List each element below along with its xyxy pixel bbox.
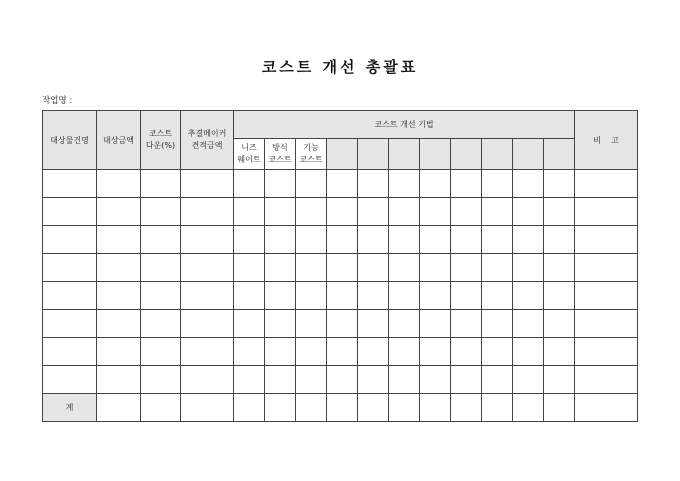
table-cell[interactable] [327, 282, 358, 310]
table-cell[interactable] [358, 198, 389, 226]
table-cell[interactable] [482, 282, 513, 310]
header-target-name: 대상물건명 [43, 111, 97, 170]
table-cell[interactable] [234, 198, 265, 226]
table-cell[interactable] [451, 170, 482, 198]
table-cell[interactable] [327, 170, 358, 198]
table-row [43, 338, 638, 366]
table-cell[interactable] [358, 310, 389, 338]
table-cell[interactable] [43, 198, 97, 226]
header-method-blank [389, 139, 420, 170]
table-cell[interactable] [358, 170, 389, 198]
table-cell[interactable] [97, 282, 141, 310]
table-row [43, 366, 638, 394]
table-cell[interactable] [420, 366, 451, 394]
table-cell[interactable] [575, 366, 638, 394]
table-cell[interactable] [181, 226, 234, 254]
total-cell[interactable] [389, 394, 420, 422]
table-cell[interactable] [420, 254, 451, 282]
total-cell[interactable] [513, 394, 544, 422]
table-cell[interactable] [389, 310, 420, 338]
table-cell[interactable] [451, 226, 482, 254]
cost-summary-table [42, 110, 638, 422]
table-row [43, 310, 638, 338]
table-cell[interactable] [296, 198, 327, 226]
table-cell[interactable] [513, 226, 544, 254]
table-cell[interactable] [265, 170, 296, 198]
table-cell[interactable] [544, 338, 575, 366]
table-cell[interactable] [327, 366, 358, 394]
table-cell[interactable] [482, 254, 513, 282]
table-cell[interactable] [389, 366, 420, 394]
page-title: 코스트 개선 총괄표 [261, 58, 419, 76]
table-cell[interactable] [43, 226, 97, 254]
total-cell[interactable] [265, 394, 296, 422]
table-cell[interactable] [482, 226, 513, 254]
total-cell[interactable] [296, 394, 327, 422]
table-cell[interactable] [97, 198, 141, 226]
header-method-blank [544, 139, 575, 170]
table-cell[interactable] [358, 254, 389, 282]
table-cell[interactable] [513, 254, 544, 282]
table-cell[interactable] [141, 282, 181, 310]
table-cell[interactable] [575, 226, 638, 254]
table-cell[interactable] [43, 170, 97, 198]
table-cell[interactable] [420, 198, 451, 226]
table-cell[interactable] [181, 282, 234, 310]
table-cell[interactable] [265, 226, 296, 254]
header-cost-down-line1: 코스트 [148, 129, 173, 138]
table-cell[interactable] [513, 310, 544, 338]
table-row [43, 198, 638, 226]
table-cell[interactable] [482, 366, 513, 394]
table-cell[interactable] [265, 338, 296, 366]
table-cell[interactable] [451, 198, 482, 226]
table-cell[interactable] [451, 254, 482, 282]
table-cell[interactable] [43, 282, 97, 310]
header-method-blank [513, 139, 544, 170]
table-cell[interactable] [544, 366, 575, 394]
table-cell[interactable] [451, 310, 482, 338]
table-cell[interactable] [43, 310, 97, 338]
table-row [43, 170, 638, 198]
table-cell[interactable] [265, 366, 296, 394]
method2-line2: 코스트 [268, 155, 292, 164]
table-cell[interactable] [575, 198, 638, 226]
header-method-approach-cost [265, 139, 296, 170]
table-cell[interactable] [544, 198, 575, 226]
table-cell[interactable] [141, 170, 181, 198]
table-cell[interactable] [97, 226, 141, 254]
table-cell[interactable] [296, 226, 327, 254]
total-row [43, 394, 638, 422]
method1-line1: 니즈 [241, 143, 257, 152]
table-cell[interactable] [544, 226, 575, 254]
table-cell[interactable] [575, 254, 638, 282]
table-cell[interactable] [97, 170, 141, 198]
header-method-blank [420, 139, 451, 170]
table-cell[interactable] [451, 366, 482, 394]
table-cell[interactable] [234, 282, 265, 310]
table-cell[interactable] [234, 366, 265, 394]
table-cell[interactable] [389, 254, 420, 282]
table-cell[interactable] [513, 282, 544, 310]
table-cell[interactable] [451, 282, 482, 310]
table-cell[interactable] [420, 282, 451, 310]
table-cell[interactable] [141, 310, 181, 338]
table-cell[interactable] [482, 310, 513, 338]
table-cell[interactable] [420, 338, 451, 366]
table-cell[interactable] [181, 310, 234, 338]
table-cell[interactable] [265, 282, 296, 310]
header-method-blank [451, 139, 482, 170]
total-cell[interactable] [544, 394, 575, 422]
table-cell[interactable] [296, 366, 327, 394]
method1-line2: 웨이트 [237, 155, 261, 164]
table-cell[interactable] [389, 338, 420, 366]
table-row [43, 282, 638, 310]
table-cell[interactable] [234, 226, 265, 254]
header-cost-down-line2: 다운(%) [145, 141, 176, 150]
total-cell[interactable] [234, 394, 265, 422]
table-cell[interactable] [296, 338, 327, 366]
total-cell[interactable] [97, 394, 141, 422]
table-cell[interactable] [482, 198, 513, 226]
table-cell[interactable] [141, 198, 181, 226]
table-cell[interactable] [513, 198, 544, 226]
table-cell[interactable] [97, 254, 141, 282]
table-cell[interactable] [327, 338, 358, 366]
table-cell[interactable] [327, 254, 358, 282]
table-cell[interactable] [234, 170, 265, 198]
header-supplier-line1: 추결메이커 [187, 129, 227, 138]
total-cell[interactable] [181, 394, 234, 422]
table-cell[interactable] [389, 198, 420, 226]
table-cell[interactable] [513, 366, 544, 394]
table-cell[interactable] [482, 170, 513, 198]
header-method-blank [358, 139, 389, 170]
table-cell[interactable] [296, 310, 327, 338]
header-cost-down [141, 111, 181, 170]
table-cell[interactable] [141, 366, 181, 394]
table-cell[interactable] [544, 282, 575, 310]
total-cell[interactable] [575, 394, 638, 422]
table-cell[interactable] [451, 338, 482, 366]
table-cell[interactable] [327, 198, 358, 226]
table-cell[interactable] [575, 170, 638, 198]
table-cell[interactable] [181, 366, 234, 394]
table-row [43, 254, 638, 282]
table-cell[interactable] [181, 170, 234, 198]
table-cell[interactable] [43, 366, 97, 394]
table-cell[interactable] [544, 170, 575, 198]
method3-line1: 기능 [303, 143, 319, 152]
table-cell[interactable] [265, 198, 296, 226]
table-cell[interactable] [296, 254, 327, 282]
table-cell[interactable] [389, 282, 420, 310]
total-cell[interactable] [358, 394, 389, 422]
total-cell[interactable] [141, 394, 181, 422]
table-cell[interactable] [97, 366, 141, 394]
total-cell[interactable] [327, 394, 358, 422]
table-cell[interactable] [358, 338, 389, 366]
header-cost-methods-group: 코스트 개선 기법 [234, 111, 575, 139]
method2-line1: 방식 [272, 143, 288, 152]
total-cell[interactable] [451, 394, 482, 422]
table-cell[interactable] [181, 254, 234, 282]
header-target-amount: 대상금액 [97, 111, 141, 170]
table-cell[interactable] [141, 226, 181, 254]
table-cell[interactable] [420, 310, 451, 338]
table-cell[interactable] [389, 170, 420, 198]
table-cell[interactable] [358, 366, 389, 394]
header-method-blank [327, 139, 358, 170]
header-supplier-line2: 견적금액 [191, 141, 223, 150]
table-cell[interactable] [234, 310, 265, 338]
table-cell[interactable] [575, 282, 638, 310]
table-cell[interactable] [358, 282, 389, 310]
table-cell[interactable] [358, 226, 389, 254]
table-cell[interactable] [296, 170, 327, 198]
table-cell[interactable] [389, 226, 420, 254]
table-cell[interactable] [575, 338, 638, 366]
table-cell[interactable] [327, 310, 358, 338]
method3-line2: 코스트 [299, 155, 323, 164]
table-cell[interactable] [97, 310, 141, 338]
table-cell[interactable] [420, 226, 451, 254]
header-remarks: 비 고 [575, 111, 638, 170]
table-cell[interactable] [43, 254, 97, 282]
table-cell[interactable] [420, 170, 451, 198]
table-cell[interactable] [141, 338, 181, 366]
header-supplier-estimate [181, 111, 234, 170]
table-cell[interactable] [181, 338, 234, 366]
total-cell[interactable] [482, 394, 513, 422]
table-cell[interactable] [234, 338, 265, 366]
total-label: 계 [43, 394, 97, 422]
total-cell[interactable] [420, 394, 451, 422]
table-cell[interactable] [97, 338, 141, 366]
table-cell[interactable] [482, 338, 513, 366]
table-cell[interactable] [265, 254, 296, 282]
table-cell[interactable] [575, 310, 638, 338]
table-row [43, 226, 638, 254]
table-cell[interactable] [513, 338, 544, 366]
table-cell[interactable] [544, 254, 575, 282]
table-cell[interactable] [181, 198, 234, 226]
table-cell[interactable] [234, 254, 265, 282]
table-cell[interactable] [513, 170, 544, 198]
header-method-blank [482, 139, 513, 170]
table-cell[interactable] [327, 226, 358, 254]
header-method-function-cost [296, 139, 327, 170]
table-cell[interactable] [544, 310, 575, 338]
table-cell[interactable] [265, 310, 296, 338]
table-cell[interactable] [43, 338, 97, 366]
table-body [43, 170, 638, 394]
header-method-needs-weight [234, 139, 265, 170]
work-name-label: 작업명 : [42, 96, 73, 106]
table-cell[interactable] [141, 254, 181, 282]
table-cell[interactable] [296, 282, 327, 310]
